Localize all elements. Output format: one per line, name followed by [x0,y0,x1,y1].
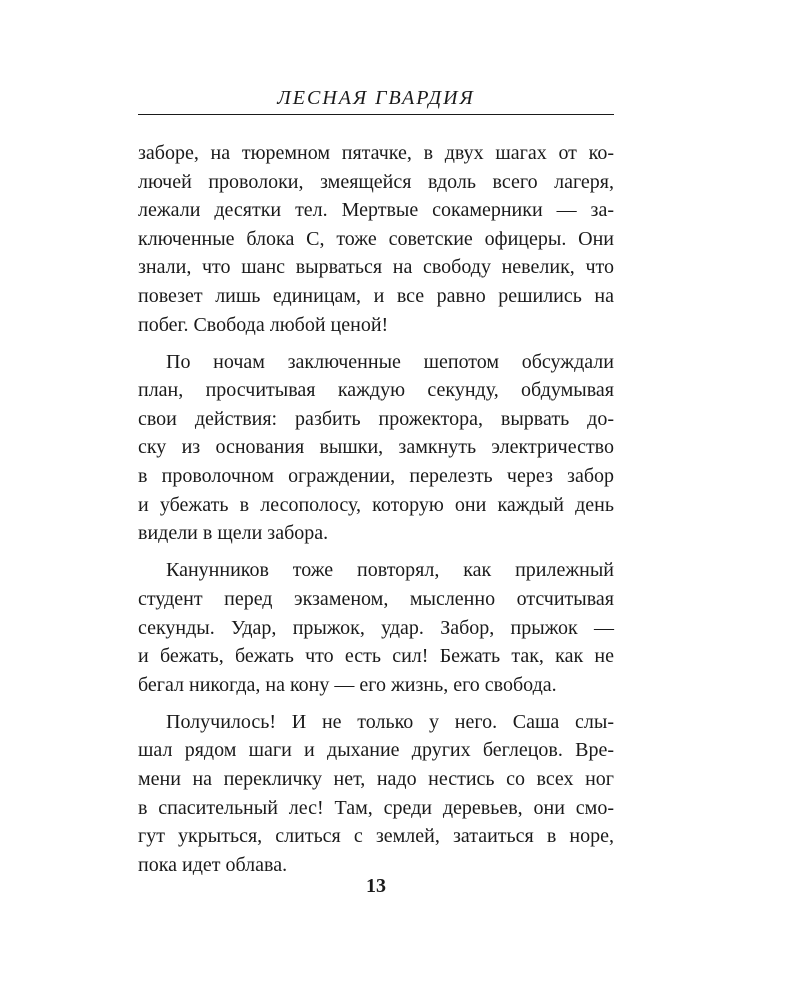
text-line: секунды. Удар, прыжок, удар. Забор, прыжок — [138,616,614,639]
text-line: в спасительный лес! Там, среди деревьев, они смо- [138,796,614,819]
paragraph-2 [138,348,614,548]
text-line: ключенные блока С, тоже советские офицеры. Они [138,227,614,250]
text-line: шал рядом шаги и дыхание других беглецов. Вре- [138,739,614,762]
text-line: план, просчитывая каждую секунду, обдумывая [138,379,614,402]
text-line: лючей проволоки, змеящейся вдоль всего лагеря, [138,170,614,193]
text-line: и убежать в лесополосу, которую они каждый день [138,493,614,516]
text-line: Канунников тоже повторял, как прилежный [166,559,614,582]
text-line: в проволочном ограждении, перелезть через забор [138,465,614,488]
text-line: мени на перекличку нет, надо нестись со всех ног [138,767,614,790]
paragraph-4 [138,708,614,880]
text-line: заборе, на тюремном пятачке, в двух шагах от ко- [138,142,614,164]
text-line: ску из основания вышки, замкнуть электричество [138,436,614,459]
text-line: и бежать, бежать что есть сил! Бежать так, как не [138,645,614,668]
book-page [138,0,614,1000]
text-line: пока идет облава. [138,853,288,876]
paragraph-3 [138,556,614,699]
text-line: бегал никогда, на кону — его жизнь, его свобода. [138,673,557,696]
running-header: ЛЕСНАЯ ГВАРДИЯ [277,87,475,109]
text-line: повезет лишь единицам, и все равно решились на [138,284,614,307]
text-line: студент перед экзаменом, мысленно отсчитывая [138,587,614,610]
text-line: знали, что шанс вырваться на свободу невелик, что [138,256,614,279]
text-line: лежали десятки тел. Мертвые сокамерники — за- [138,199,614,222]
text-line: видели в щели забора. [138,522,329,545]
text-line: гут укрыться, слиться с землей, затаиться в норе, [138,825,614,848]
text-line: побег. Свобода любой ценой! [138,313,389,336]
paragraph-1 [138,139,614,339]
text-line: Получилось! И не только у него. Саша слы- [166,710,614,733]
text-line: свои действия: разбить прожектора, вырвать до- [138,407,614,430]
page-number: 13 [366,875,386,897]
text-line: По ночам заключенные шепотом обсуждали [166,350,614,373]
header-rule [138,114,614,115]
body-text [138,139,614,888]
